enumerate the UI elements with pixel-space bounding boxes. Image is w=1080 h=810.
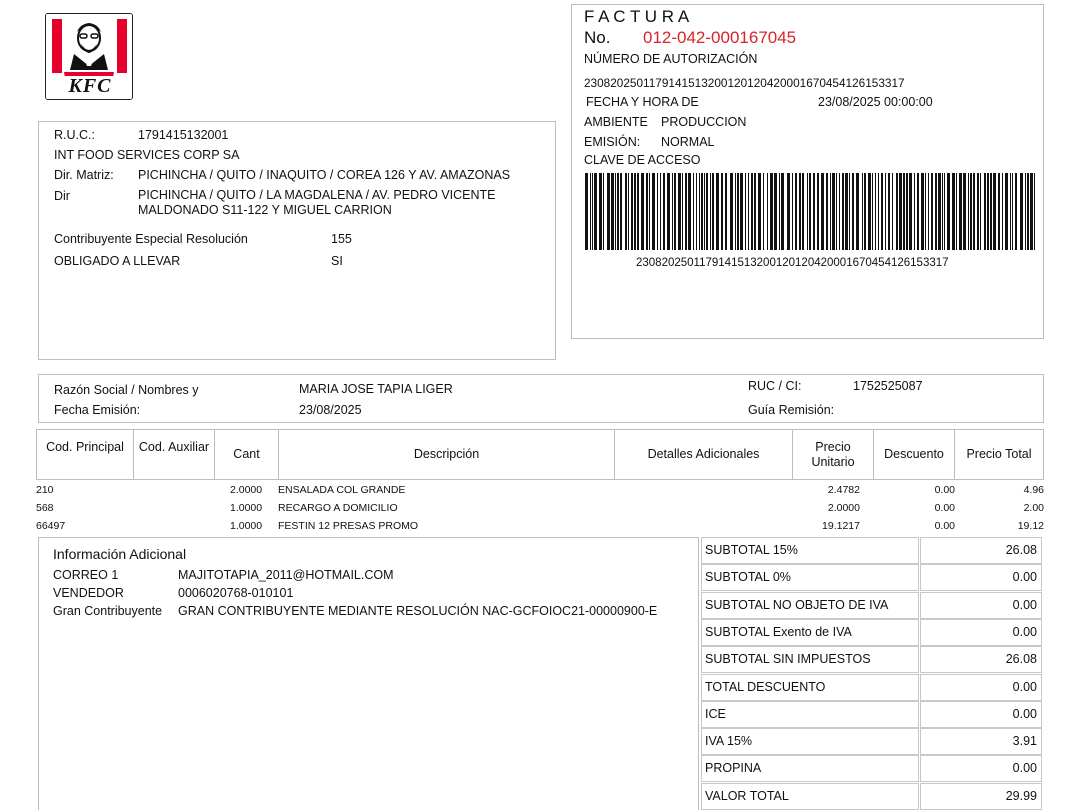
kfc-logo — [45, 13, 133, 100]
barcode-bar — [795, 173, 797, 250]
totals-value: 0.00 — [920, 755, 1042, 782]
issuer-ruc-label: R.U.C.: — [54, 128, 95, 142]
barcode-bar — [657, 173, 658, 250]
barcode-bar — [751, 173, 753, 250]
row-total: 2.00 — [1023, 502, 1044, 514]
row-cod: 66497 — [36, 520, 66, 532]
totals-label: PROPINA — [701, 755, 919, 782]
row-total: 19.12 — [1017, 520, 1044, 532]
barcode-bar — [970, 173, 972, 250]
header-cant: Cant — [215, 430, 279, 479]
barcode-bar — [774, 173, 777, 250]
row-cod: 210 — [36, 484, 54, 496]
barcode-bar — [821, 173, 824, 250]
barcode-bar — [779, 173, 780, 250]
barcode-bar — [921, 173, 924, 250]
totals-label: SUBTOTAL 15% — [701, 537, 919, 564]
barcode-bar — [807, 173, 808, 250]
totals-label: IVA 15% — [701, 728, 919, 755]
barcode-bar — [899, 173, 902, 250]
barcode-bar — [1015, 173, 1017, 250]
totals-label: VALOR TOTAL — [701, 783, 919, 810]
barcode-bar — [710, 173, 711, 250]
barcode-bar — [781, 173, 784, 250]
vendedor-label: VENDEDOR — [53, 586, 124, 600]
invoice-title: F A C T U R A — [584, 7, 690, 26]
barcode-bar — [906, 173, 908, 250]
totals-row — [701, 564, 1043, 591]
barcode-bar — [959, 173, 962, 250]
additional-title: Información Adicional — [53, 546, 187, 562]
barcode-number: 2308202501179141513200120120420001670454126153317 — [636, 257, 949, 269]
header-precio-unitario: Precio Unitario — [793, 430, 874, 479]
obligado-label: OBLIGADO A LLEVAR — [54, 254, 181, 268]
totals-row — [701, 592, 1043, 619]
totals-row — [701, 646, 1043, 673]
row-cod: 568 — [36, 502, 54, 514]
barcode-bar — [1002, 173, 1003, 250]
auth-number: 2308202501179141513200120120420001670454126153317 — [584, 76, 905, 90]
barcode-icon — [585, 173, 1037, 250]
barcode-bar — [990, 173, 992, 250]
barcode-bar — [674, 173, 676, 250]
issuer-dir-value-2: MALDONADO S11-122 Y MIGUEL CARRION — [138, 203, 392, 217]
barcode-bar — [830, 173, 831, 250]
barcode-bar — [1012, 173, 1013, 250]
barcode-bar — [716, 173, 719, 250]
contrib-value: 155 — [331, 232, 352, 246]
totals-row — [701, 537, 1043, 564]
barcode-bar — [952, 173, 955, 250]
barcode-bar — [637, 173, 639, 250]
barcode-bar — [802, 173, 804, 250]
row-total: 4.96 — [1023, 484, 1044, 496]
gran-value: GRAN CONTRIBUYENTE MEDIANTE RESOLUCIÓN NAC-GCFOIOC21-00000900-E — [178, 604, 658, 618]
header-precio-total: Precio Total — [966, 447, 1032, 461]
issuer-dir-value-1: PICHINCHA / QUITO / LA MAGDALENA / AV. PEDRO VICENTE — [138, 188, 496, 202]
barcode-bar — [947, 173, 950, 250]
barcode-bar — [712, 173, 714, 250]
row-cant: 2.0000 — [230, 484, 263, 496]
barcode-bar — [678, 173, 681, 250]
correo-label: CORREO 1 — [53, 568, 119, 582]
barcode-bar — [611, 173, 614, 250]
totals-value: 29.99 — [920, 783, 1042, 810]
totals-label: ICE — [701, 701, 919, 728]
barcode-bar — [980, 173, 981, 250]
barcode-bar — [956, 173, 957, 250]
barcode-bar — [607, 173, 610, 250]
barcode-bar — [763, 173, 764, 250]
totals-row — [701, 728, 1043, 755]
row-precio: 2.4782 — [827, 484, 860, 496]
emision-label: EMISIÓN: — [584, 135, 641, 149]
header-descripcion: Descripción — [279, 430, 615, 479]
row-desc: FESTIN 12 PRESAS PROMO — [278, 520, 419, 532]
barcode-bar — [993, 173, 996, 250]
barcode-bar — [704, 173, 705, 250]
barcode-bar — [885, 173, 886, 250]
totals-label: SUBTOTAL Exento de IVA — [701, 619, 919, 646]
barcode-bar — [852, 173, 854, 250]
customer-ruc-label: RUC / CI: — [748, 379, 802, 393]
barcode-bar — [813, 173, 815, 250]
barcode-bar — [799, 173, 801, 250]
totals-label: SUBTOTAL NO OBJETO DE IVA — [701, 592, 919, 619]
barcode-bar — [856, 173, 859, 250]
barcode-bar — [839, 173, 840, 250]
barcode-bar — [701, 173, 703, 250]
barcode-bar — [770, 173, 773, 250]
barcode-bar — [984, 173, 986, 250]
barcode-bar — [754, 173, 756, 250]
totals-value: 26.08 — [920, 646, 1042, 673]
razon-label: Razón Social / Nombres y — [54, 383, 199, 397]
barcode-bar — [631, 173, 633, 250]
barcode-bar — [599, 173, 602, 250]
issuer-matriz-value: PICHINCHA / QUITO / INAQUITO / COREA 126 Y AV. AMAZONAS — [138, 168, 511, 182]
barcode-bar — [1027, 173, 1029, 250]
customer-ruc-value: 1752525087 — [853, 379, 923, 393]
barcode-bar — [615, 173, 616, 250]
logo-text: KFC — [68, 75, 112, 97]
items-table-header — [36, 429, 1044, 480]
barcode-bar — [625, 173, 627, 250]
barcode-bar — [721, 173, 723, 250]
barcode-bar — [872, 173, 873, 250]
razon-value: MARIA JOSE TAPIA LIGER — [299, 382, 453, 396]
row-desc: ENSALADA COL GRANDE — [278, 484, 406, 496]
barcode-bar — [620, 173, 622, 250]
header-cod-auxiliar: Cod. Auxiliar — [134, 430, 215, 479]
barcode-bar — [730, 173, 733, 250]
barcode-bar — [1034, 173, 1035, 250]
barcode-bar — [826, 173, 828, 250]
barcode-bar — [646, 173, 648, 250]
barcode-bar — [963, 173, 966, 250]
barcode-bar — [817, 173, 819, 250]
barcode-bar — [977, 173, 979, 250]
barcode-bar — [845, 173, 848, 250]
table-row — [36, 482, 1044, 500]
barcode-bar — [892, 173, 893, 250]
barcode-bar — [903, 173, 905, 250]
barcode-bar — [968, 173, 969, 250]
barcode-bar — [735, 173, 736, 250]
totals-row — [701, 674, 1043, 701]
table-row — [36, 518, 1044, 536]
vendedor-value: 0006020768-010101 — [178, 586, 294, 600]
barcode-bar — [663, 173, 665, 250]
totals-row — [701, 619, 1043, 646]
barcode-bar — [938, 173, 941, 250]
barcode-bar — [688, 173, 691, 250]
row-desc: RECARGO A DOMICILIO — [278, 502, 398, 514]
barcode-bar — [881, 173, 883, 250]
issuer-matriz-label: Dir. Matriz: — [54, 168, 114, 182]
barcode-bar — [592, 173, 593, 250]
totals-value: 0.00 — [920, 592, 1042, 619]
barcode-bar — [693, 173, 694, 250]
row-descuento: 0.00 — [934, 502, 955, 514]
barcode-bar — [998, 173, 1000, 250]
barcode-bar — [590, 173, 591, 250]
row-precio: 2.0000 — [827, 502, 860, 514]
barcode-bar — [832, 173, 835, 250]
row-cant: 1.0000 — [230, 502, 263, 514]
row-descuento: 0.00 — [934, 520, 955, 532]
datetime-label: FECHA Y HORA DE — [586, 95, 699, 109]
barcode-bar — [842, 173, 844, 250]
issuer-dir-label: Dir — [54, 189, 70, 203]
contrib-label: Contribuyente Especial Resolución — [54, 232, 248, 246]
barcode-bar — [896, 173, 898, 250]
row-cant: 1.0000 — [230, 520, 263, 532]
barcode-bar — [767, 173, 768, 250]
ambiente-label: AMBIENTE — [584, 115, 648, 129]
obligado-value: SI — [331, 254, 343, 268]
issuer-name: INT FOOD SERVICES CORP SA — [54, 148, 240, 162]
barcode-bar — [667, 173, 670, 250]
barcode-bar — [699, 173, 700, 250]
barcode-bar — [682, 173, 683, 250]
barcode-bar — [917, 173, 919, 250]
totals-value: 0.00 — [920, 674, 1042, 701]
clave-label: CLAVE DE ACCESO — [584, 153, 701, 167]
totals-label: TOTAL DESCUENTO — [701, 674, 919, 701]
barcode-bar — [641, 173, 644, 250]
fecha-label: Fecha Emisión: — [54, 403, 141, 417]
barcode-bar — [849, 173, 850, 250]
barcode-bar — [1025, 173, 1026, 250]
barcode-bar — [914, 173, 915, 250]
totals-label: SUBTOTAL 0% — [701, 564, 919, 591]
totals-value: 0.00 — [920, 564, 1042, 591]
barcode-bar — [660, 173, 661, 250]
correo-value: MAJITOTAPIA_2011@HOTMAIL.COM — [178, 568, 394, 582]
header-detalles: Detalles Adicionales — [615, 430, 793, 479]
barcode-bar — [758, 173, 761, 250]
emision-value: NORMAL — [661, 135, 715, 149]
barcode-bar — [836, 173, 837, 250]
barcode-bar — [1030, 173, 1033, 250]
barcode-bar — [628, 173, 629, 250]
header-cod-principal: Cod. Principal — [37, 430, 134, 479]
barcode-bar — [652, 173, 655, 250]
barcode-bar — [792, 173, 793, 250]
totals-label: SUBTOTAL SIN IMPUESTOS — [701, 646, 919, 673]
ambiente-value: PRODUCCION — [661, 115, 747, 129]
barcode-bar — [685, 173, 687, 250]
barcode-bar — [696, 173, 697, 250]
barcode-bar — [706, 173, 708, 250]
totals-value: 26.08 — [920, 537, 1042, 564]
barcode-bar — [909, 173, 912, 250]
barcode-bar — [745, 173, 746, 250]
barcode-bar — [875, 173, 876, 250]
barcode-bar — [737, 173, 739, 250]
barcode-bar — [740, 173, 743, 250]
totals-row — [701, 755, 1043, 782]
barcode-bar — [868, 173, 871, 250]
gran-label: Gran Contribuyente — [53, 604, 163, 618]
barcode-bar — [585, 173, 588, 250]
barcode-bar — [935, 173, 937, 250]
barcode-bar — [878, 173, 879, 250]
guia-label: Guía Remisión: — [748, 403, 835, 417]
row-descuento: 0.00 — [934, 484, 955, 496]
barcode-bar — [672, 173, 673, 250]
datetime-value: 23/08/2025 00:00:00 — [818, 95, 933, 109]
invoice-no-label: No. — [584, 28, 611, 47]
barcode-bar — [928, 173, 929, 250]
barcode-bar — [1010, 173, 1011, 250]
barcode-bar — [944, 173, 945, 250]
barcode-bar — [787, 173, 790, 250]
barcode-bar — [725, 173, 727, 250]
barcode-bar — [888, 173, 890, 250]
row-precio: 19.1217 — [822, 520, 860, 532]
table-row — [36, 500, 1044, 518]
barcode-bar — [603, 173, 604, 250]
barcode-bar — [748, 173, 749, 250]
barcode-bar — [649, 173, 650, 250]
barcode-bar — [1020, 173, 1023, 250]
issuer-ruc-value: 1791415132001 — [138, 128, 229, 142]
header-descuento: Descuento — [874, 430, 955, 479]
barcode-bar — [925, 173, 926, 250]
totals-row — [701, 783, 1043, 810]
totals-value: 0.00 — [920, 619, 1042, 646]
barcode-bar — [594, 173, 597, 250]
barcode-bar — [987, 173, 989, 250]
barcode-bar — [864, 173, 866, 250]
totals-row — [701, 701, 1043, 728]
barcode-bar — [973, 173, 975, 250]
barcode-bar — [634, 173, 636, 250]
barcode-bar — [617, 173, 619, 250]
totals-value: 3.91 — [920, 728, 1042, 755]
auth-label: NÚMERO DE AUTORIZACIÓN — [584, 52, 758, 66]
barcode-bar — [862, 173, 863, 250]
barcode-bar — [1005, 173, 1008, 250]
totals-value: 0.00 — [920, 701, 1042, 728]
barcode-bar — [809, 173, 811, 250]
barcode-bar — [942, 173, 943, 250]
barcode-bar — [931, 173, 933, 250]
fecha-value: 23/08/2025 — [299, 403, 362, 417]
invoice-number: 012-042-000167045 — [643, 28, 797, 47]
